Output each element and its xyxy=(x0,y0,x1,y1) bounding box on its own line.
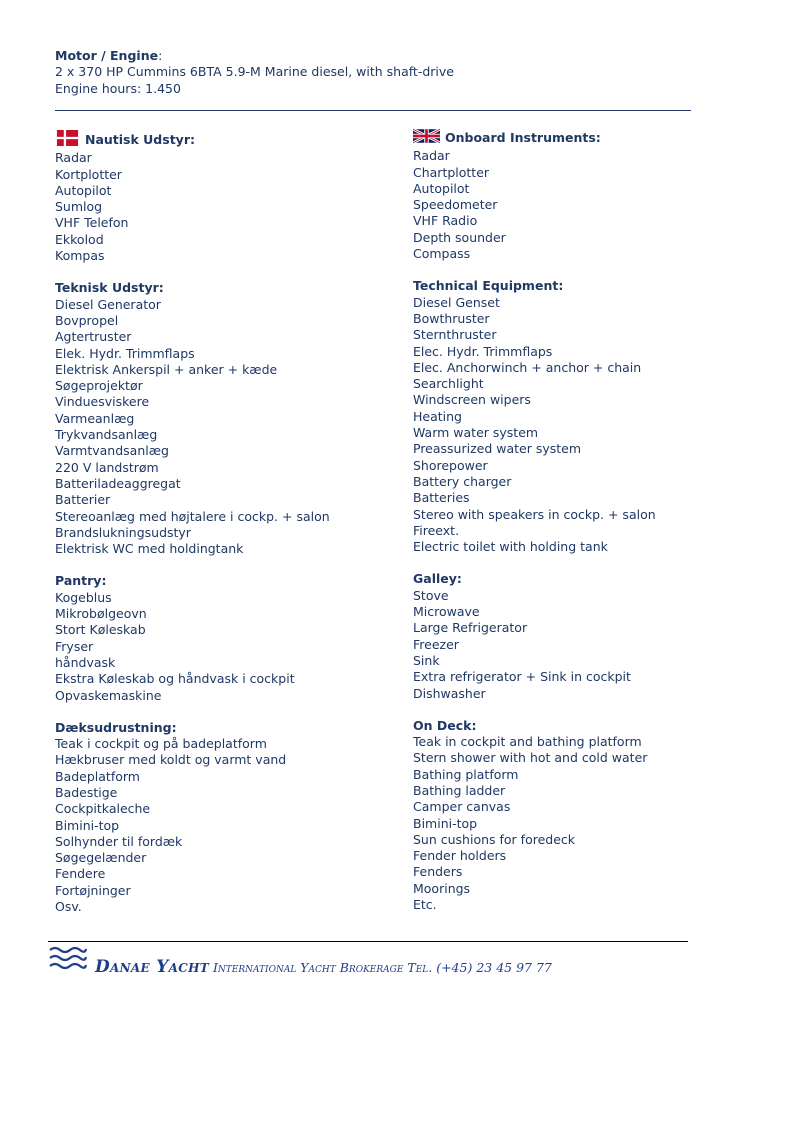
list-item: håndvask xyxy=(55,654,116,670)
list-item: Mikrobølgeovn xyxy=(55,606,147,622)
engine-heading: Motor / Engine xyxy=(55,48,159,63)
list-item: Sumlog xyxy=(55,199,103,215)
list-item: Speedometer xyxy=(413,197,498,213)
list-item: Opvaskemaskine xyxy=(55,687,162,703)
list-item: Trykvandsanlæg xyxy=(55,427,158,443)
list-item: Electric toilet with holding tank xyxy=(413,539,608,555)
list-item: Autopilot xyxy=(55,182,112,198)
list-item: Compass xyxy=(413,246,471,262)
section-instruments xyxy=(413,128,753,262)
footer xyxy=(48,945,688,975)
list-item: Radar xyxy=(413,148,450,164)
list-item: Elektrisk WC med holdingtank xyxy=(55,541,244,557)
list-item: Osv. xyxy=(55,899,82,915)
list-item: Sternthruster xyxy=(413,327,497,343)
list-item: Camper canvas xyxy=(413,799,511,815)
list-pantry xyxy=(55,590,395,704)
list-instruments xyxy=(413,148,753,262)
list-item: Bowthruster xyxy=(413,310,490,326)
list-item: Extra refrigerator + Sink in cockpit xyxy=(413,669,631,685)
list-item: Sun cushions for foredeck xyxy=(413,831,576,847)
english-column xyxy=(413,128,753,929)
list-item: Kogeblus xyxy=(55,589,112,605)
section-on-deck xyxy=(413,718,753,914)
list-item: Dishwasher xyxy=(413,685,486,701)
list-item: Kortplotter xyxy=(55,166,122,182)
list-item: Badeplatform xyxy=(55,768,140,784)
list-item: Chartplotter xyxy=(413,164,490,180)
list-item: Radar xyxy=(55,150,92,166)
list-item: Vinduesviskere xyxy=(55,394,150,410)
list-item: Teak i cockpit og på badeplatform xyxy=(55,736,267,752)
list-item: Varmeanlæg xyxy=(55,410,135,426)
list-item: Fortøjninger xyxy=(55,882,131,898)
list-technical xyxy=(413,295,753,556)
list-daeks xyxy=(55,736,395,915)
list-item: Fendere xyxy=(55,866,106,882)
section-nautisk xyxy=(55,130,395,264)
section-title-text: Nautisk Udstyr: xyxy=(85,132,195,147)
list-item: Moorings xyxy=(413,880,471,896)
list-item: Elec. Anchorwinch + anchor + chain xyxy=(413,359,642,375)
list-item: Windscreen wipers xyxy=(413,392,531,408)
list-item: Freezer xyxy=(413,636,459,652)
list-item: Elektrisk Ankerspil + anker + kæde xyxy=(55,361,278,377)
list-item: Stern shower with hot and cold water xyxy=(413,750,648,766)
section-title-teknisk: Teknisk Udstyr: xyxy=(55,280,164,296)
list-item: Ekkolod xyxy=(55,231,104,247)
top-divider xyxy=(55,110,691,111)
list-item: Batteriladeaggregat xyxy=(55,475,181,491)
list-item: Stereo with speakers in cockp. + salon xyxy=(413,506,656,522)
list-item: Elec. Hydr. Trimmflaps xyxy=(413,343,553,359)
section-title-pantry: Pantry: xyxy=(55,573,107,589)
section-daeks xyxy=(55,720,395,916)
section-title-text: Onboard Instruments: xyxy=(445,130,601,145)
list-item: Diesel Generator xyxy=(55,296,161,312)
list-item: Fireext. xyxy=(413,522,460,538)
engine-spec: 2 x 370 HP Cummins 6BTA 5.9-M Marine diesel, with shaft-drive xyxy=(55,64,454,80)
engine-block xyxy=(55,48,454,97)
footer-brand-line xyxy=(95,957,552,977)
list-item: Ekstra Køleskab og håndvask i cockpit xyxy=(55,671,295,687)
list-item: Kompas xyxy=(55,248,105,264)
list-item: Bimini-top xyxy=(413,815,478,831)
list-item: Microwave xyxy=(413,604,480,620)
waves-logo-icon xyxy=(48,945,88,977)
list-item: Etc. xyxy=(413,897,437,913)
list-teknisk xyxy=(55,297,395,558)
engine-heading-line xyxy=(55,48,454,64)
list-item: VHF Telefon xyxy=(55,215,129,231)
flag-denmark-icon xyxy=(55,130,80,150)
list-galley xyxy=(413,588,753,702)
section-title-instruments xyxy=(413,128,753,148)
list-item: Shorepower xyxy=(413,457,488,473)
footer-divider xyxy=(48,941,688,942)
section-galley xyxy=(413,571,753,701)
list-item: Stort Køleskab xyxy=(55,622,146,638)
list-item: Batterier xyxy=(55,492,111,508)
list-on-deck xyxy=(413,734,753,913)
list-item: Søgeprojektør xyxy=(55,378,143,394)
list-item: Battery charger xyxy=(413,473,512,489)
section-title-on-deck: On Deck: xyxy=(413,717,477,733)
list-item: Preassurized water system xyxy=(413,441,582,457)
section-teknisk xyxy=(55,280,395,557)
list-item: Batteries xyxy=(413,490,470,506)
list-item: Hækbruser med koldt og varmt vand xyxy=(55,752,287,768)
list-item: Stereoanlæg med højtalere i cockp. + salon xyxy=(55,508,330,524)
list-item: Bathing platform xyxy=(413,766,519,782)
list-item: Searchlight xyxy=(413,376,484,392)
list-item: Cockpitkaleche xyxy=(55,801,151,817)
list-item: Large Refrigerator xyxy=(413,620,528,636)
list-item: Diesel Genset xyxy=(413,294,500,310)
danish-column xyxy=(55,130,395,931)
list-item: Bimini-top xyxy=(55,817,120,833)
list-item: VHF Radio xyxy=(413,213,478,229)
section-title-technical: Technical Equipment: xyxy=(413,278,564,294)
list-item: Søgegelænder xyxy=(55,850,147,866)
list-item: Autopilot xyxy=(413,180,470,196)
list-item: Solhynder til fordæk xyxy=(55,833,183,849)
section-pantry xyxy=(55,573,395,703)
list-item: Fender holders xyxy=(413,848,507,864)
engine-hours: Engine hours: 1.450 xyxy=(55,80,181,96)
section-title-daeks: Dæksudrustning: xyxy=(55,719,177,735)
list-item: Bathing ladder xyxy=(413,782,506,798)
list-item: 220 V landstrøm xyxy=(55,459,159,475)
list-item: Teak in cockpit and bathing platform xyxy=(413,734,642,750)
brand-tagline: International Yacht Brokerage Tel. (+45) 23 45 97 77 xyxy=(212,960,552,975)
list-item: Badestige xyxy=(55,784,118,800)
list-nautisk xyxy=(55,150,395,264)
list-item: Fryser xyxy=(55,638,94,654)
flag-uk-icon xyxy=(413,128,440,148)
list-item: Depth sounder xyxy=(413,229,506,245)
list-item: Agtertruster xyxy=(55,329,132,345)
list-item: Elek. Hydr. Trimmflaps xyxy=(55,345,195,361)
list-item: Warm water system xyxy=(413,425,539,441)
section-technical xyxy=(413,278,753,555)
brand-name: Danae Yacht xyxy=(95,957,209,977)
list-item: Brandslukningsudstyr xyxy=(55,524,191,540)
list-item: Stove xyxy=(413,587,449,603)
list-item: Sink xyxy=(413,652,440,668)
section-title-nautisk xyxy=(55,130,395,150)
list-item: Heating xyxy=(413,408,462,424)
section-title-galley: Galley: xyxy=(413,571,462,587)
list-item: Bovpropel xyxy=(55,312,119,328)
engine-heading-colon: : xyxy=(158,48,163,63)
list-item: Fenders xyxy=(413,864,463,880)
list-item: Varmtvandsanlæg xyxy=(55,443,169,459)
